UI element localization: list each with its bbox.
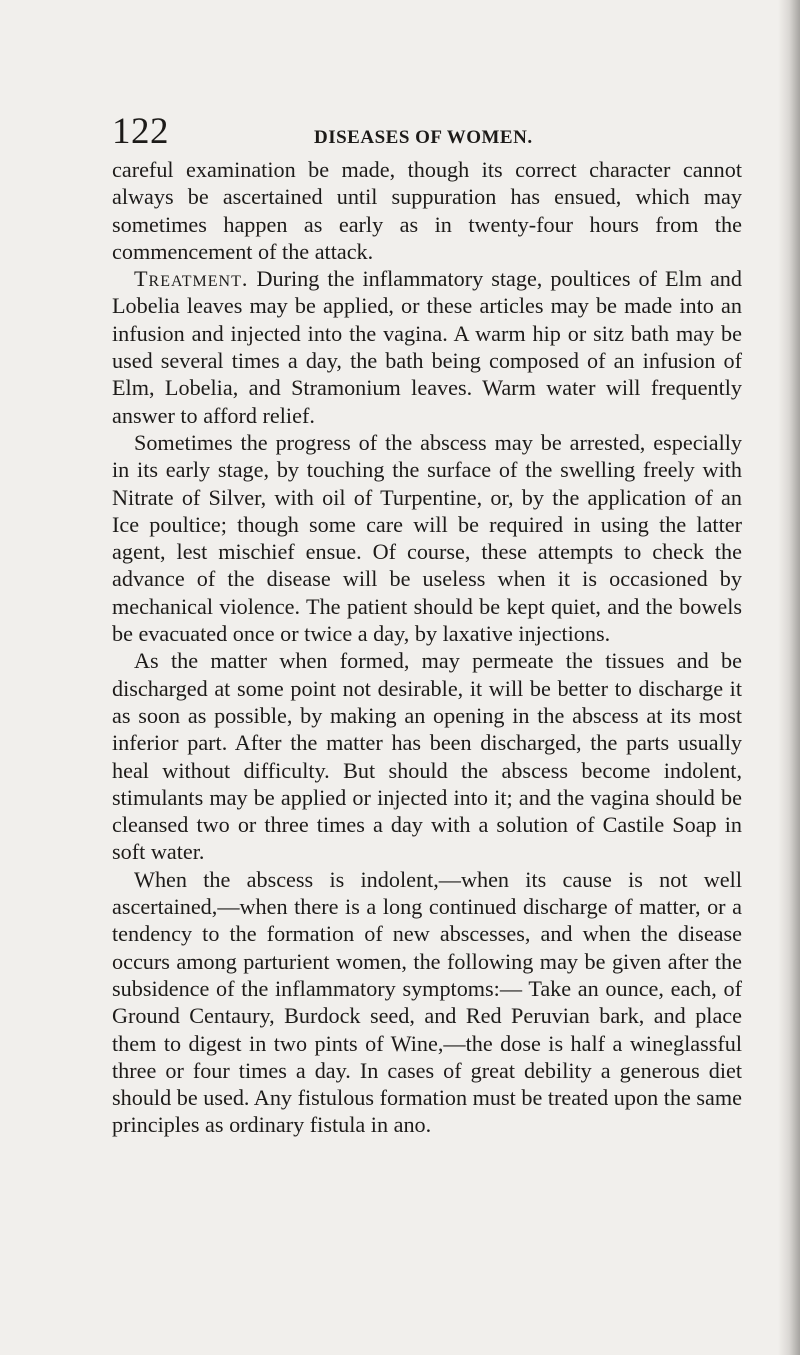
- treatment-heading: Treatment.: [134, 266, 249, 292]
- treatment-text: During the inflammatory stage, poultices of Elm and Lobelia leaves may be applied, or these articles may be made into an infusion and injected into the vagina. A warm hip or sitz bath may be used several times a day, the bath being composed of an infusion of Elm, Lobelia, and Stramonium leaves. Warm water will frequently answer to afford relief.: [112, 266, 742, 428]
- running-head: [112, 112, 742, 152]
- paragraph-arresting-abscess: Sometimes the progress of the abscess may be arrested, especially in its early stage, by touching the surface of the swelling freely with Nitrate of Silver, with oil of Turpentine, or, by the application of an Ice poultice; though some care will be required in using the latter agent, lest mischief ensue. Of course, these attempts to check the advance of the disease will be useless when it is occasioned by mechanical violence. The patient should be kept quiet, and the bowels be evacuated once or twice a day, by laxative injections.: [112, 429, 742, 647]
- paragraph-continued: careful examination be made, though its correct character cannot always be ascertained until suppuration has ensued, which may sometimes happen as early as in twenty-four hours from the commencement of the attack.: [112, 157, 742, 264]
- paragraph-treatment: [112, 265, 742, 429]
- page-number: 122: [112, 111, 169, 152]
- running-title: DISEASES OF WOMEN.: [314, 127, 533, 148]
- page-edge-shadow: [778, 0, 800, 1355]
- paragraph-discharge: As the matter when formed, may permeate the tissues and be discharged at some point not desirable, it will be better to discharge it as soon as possible, by making an opening in the abscess at its most inferior part. After the matter has been discharged, the parts usually heal without difficulty. But should the abscess become indolent, stimulants may be applied or injected into it; and the vagina should be cleansed two or three times a day with a solution of Castile Soap in soft water.: [112, 648, 742, 865]
- paragraph-indolent-abscess: When the abscess is indolent,—when its cause is not well ascertained,—when there is a long continued discharge of matter, or a tendency to the formation of new abscesses, and when the disease occurs among parturient women, the following may be given after the subsidence of the inflammatory symptoms:— Take an ounce, each, of Ground Centaury, Burdock seed, and Red Peruvian bark, and place them to digest in two pints of Wine,—the dose is half a wineglassful three or four times a day. In cases of great debility a generous diet should be used. Any fistulous formation must be treated upon the same principles as ordinary fistula in ano.: [112, 866, 742, 1138]
- body-text: [112, 156, 742, 1139]
